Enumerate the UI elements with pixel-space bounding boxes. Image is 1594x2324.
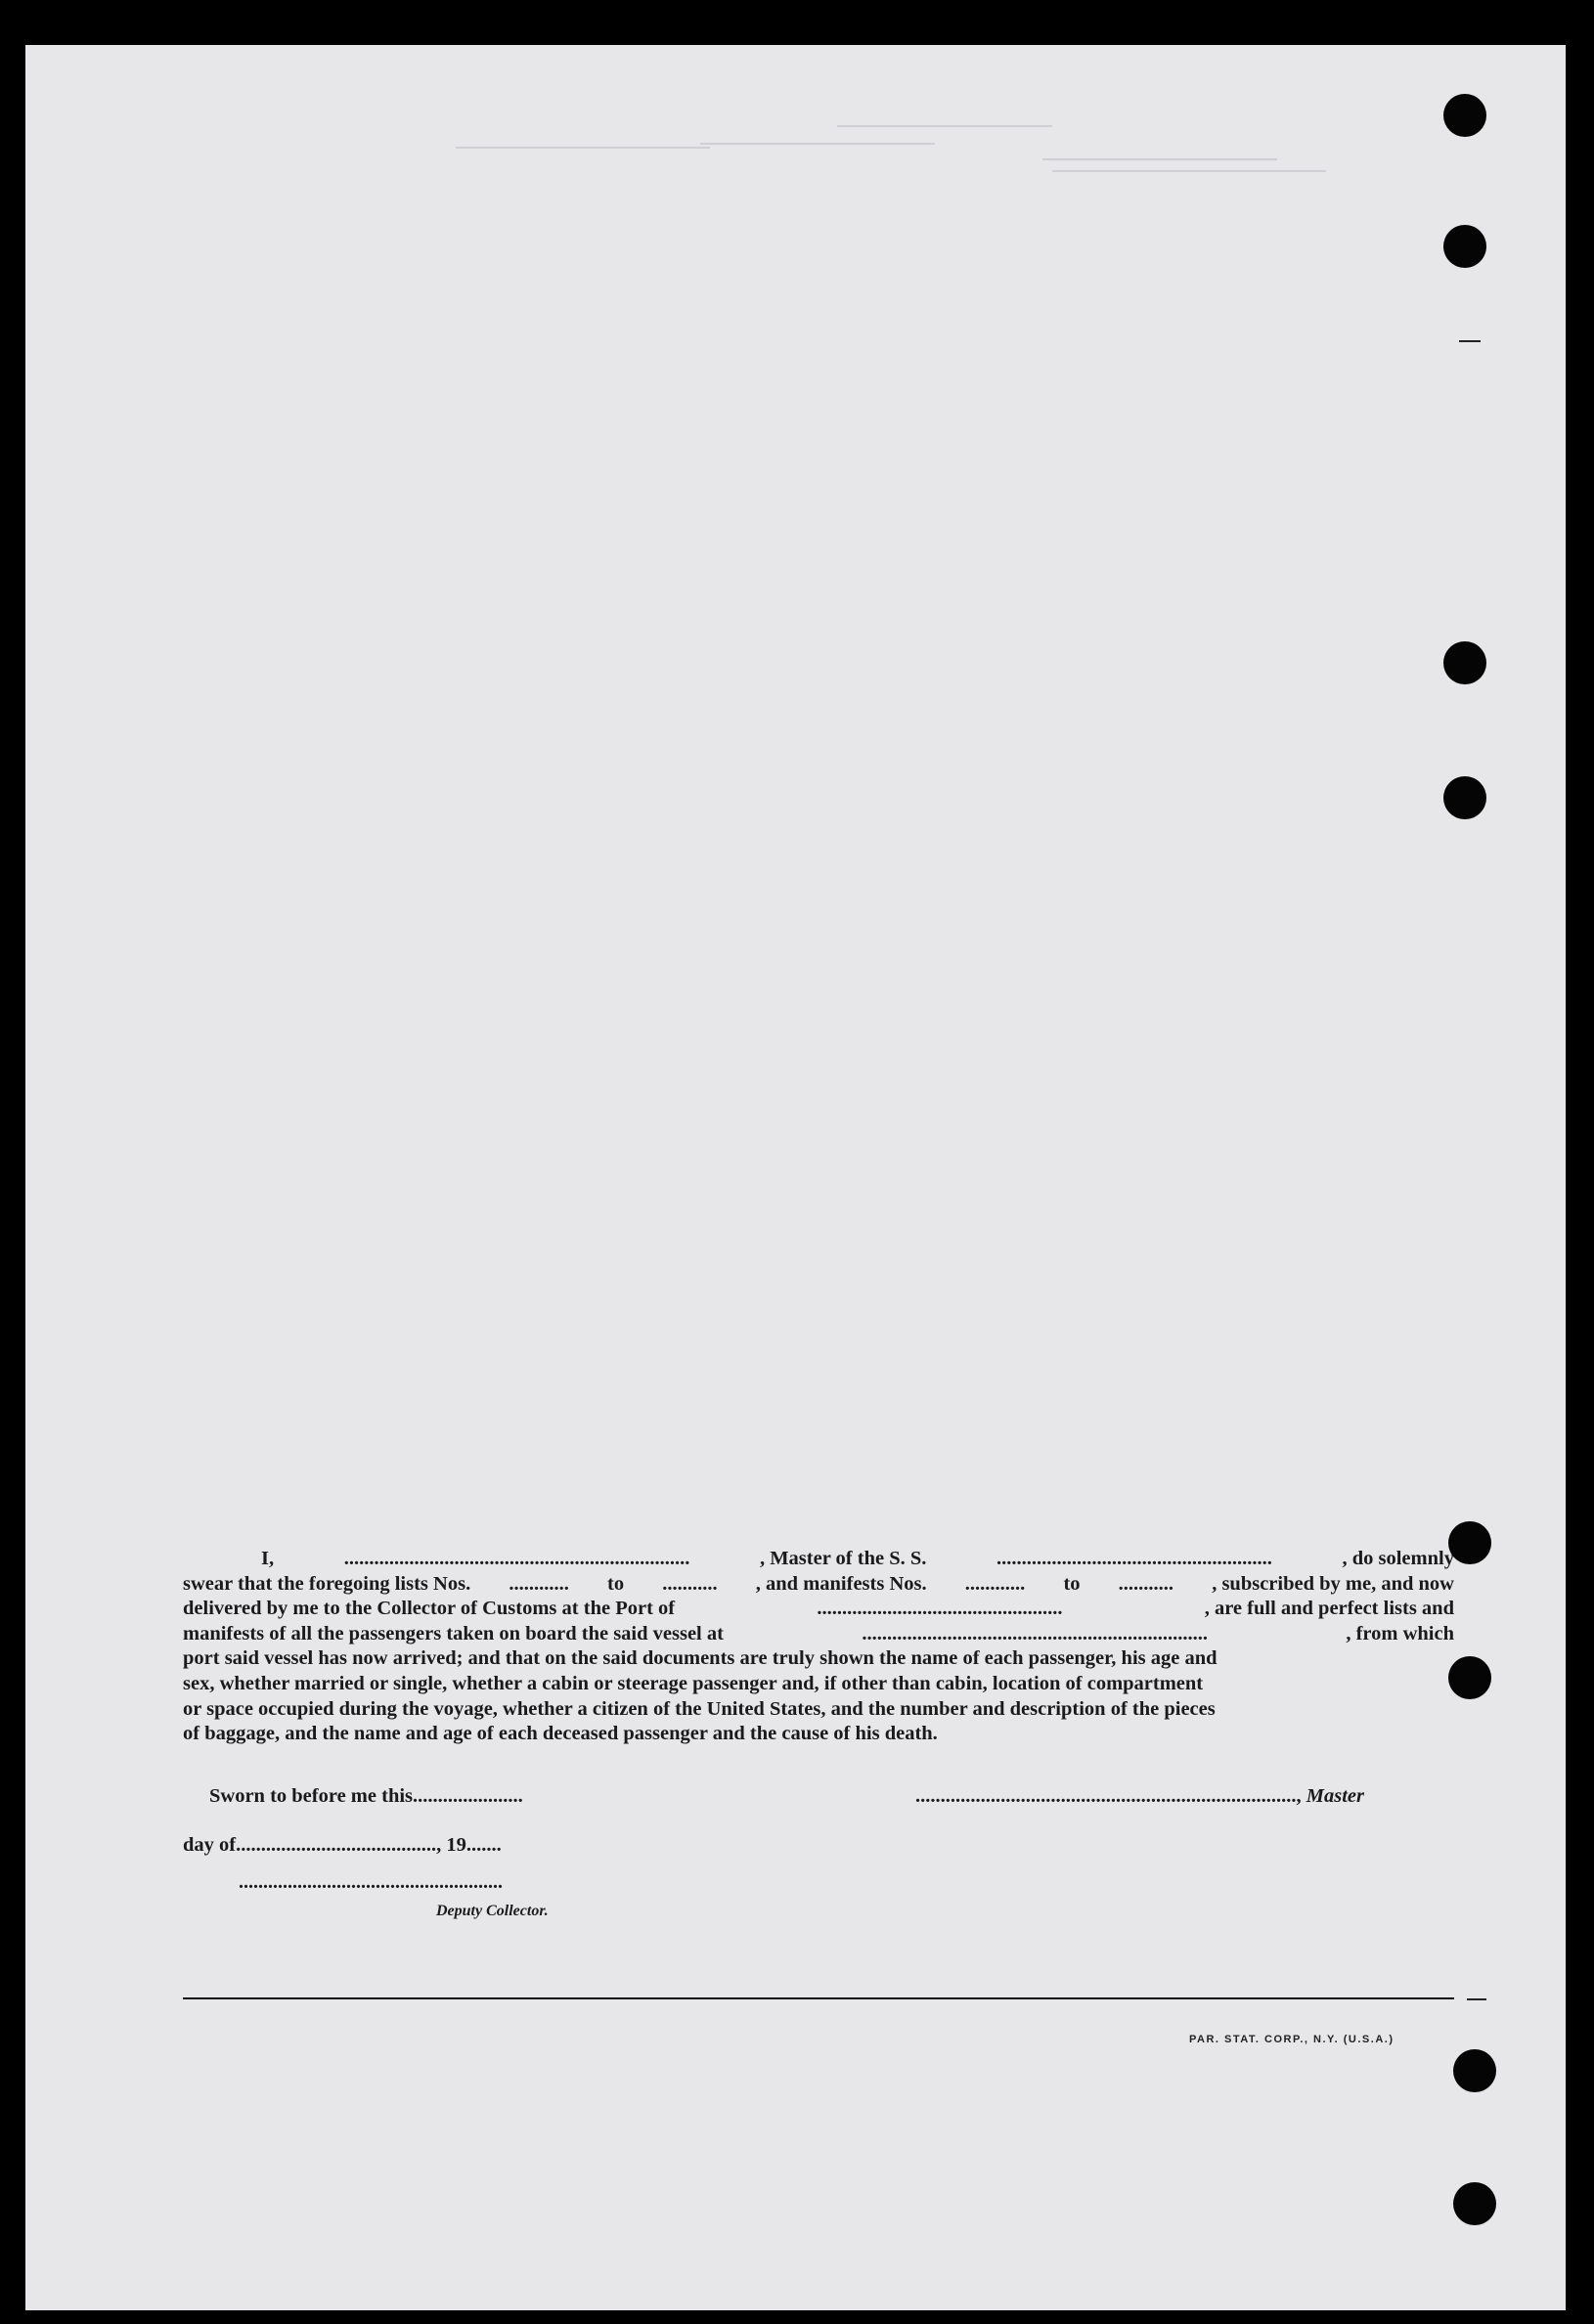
- sworn-line: [209, 1785, 523, 1808]
- horizontal-rule: [183, 1997, 1454, 1999]
- oath-line: [183, 1572, 1454, 1598]
- oath-text: , are full and perfect lists and: [1204, 1598, 1454, 1620]
- oath-line: [183, 1672, 1454, 1697]
- punch-hole: [1448, 1656, 1491, 1699]
- oath-text: or space occupied during the voyage, whether a citizen of the United States, and the number and description of the pieces: [183, 1697, 1216, 1720]
- dotted-blank: .....................................................................: [343, 1548, 690, 1569]
- oath-text: , do solemnly: [1342, 1548, 1454, 1569]
- oath-text: , and manifests Nos.: [755, 1572, 927, 1595]
- punch-hole: [1443, 776, 1486, 819]
- punch-hole: [1448, 1521, 1491, 1564]
- faint-mark: [456, 147, 710, 149]
- punch-hole: [1453, 2049, 1496, 2092]
- dotted-blank: ...........: [1118, 1572, 1174, 1595]
- punch-hole: [1443, 641, 1486, 684]
- dotted-blank: ........................................: [236, 1834, 437, 1856]
- oath-text: to: [607, 1572, 625, 1595]
- day-label: day of: [183, 1834, 237, 1856]
- faint-mark: [837, 125, 1052, 127]
- punch-hole: [1453, 2182, 1496, 2225]
- dotted-blank: ............................................................................: [915, 1785, 1297, 1807]
- dotted-blank: ......................: [413, 1785, 523, 1807]
- oath-paragraph: [183, 1547, 1454, 1747]
- faint-mark: [700, 143, 935, 145]
- dotted-blank: ...........: [662, 1572, 718, 1595]
- oath-text: to: [1063, 1572, 1081, 1595]
- dotted-blank: ............: [964, 1572, 1026, 1595]
- deputy-collector-label: Deputy Collector.: [436, 1903, 549, 1919]
- dotted-blank: .....................................................................: [862, 1622, 1208, 1644]
- oath-line: [183, 1697, 1454, 1723]
- printer-mark: PAR. STAT. CORP., N.Y. (U.S.A.): [1189, 2034, 1395, 2045]
- dotted-blank: .......................................................: [996, 1548, 1272, 1569]
- oath-line: [183, 1722, 1454, 1747]
- oath-line: [183, 1646, 1454, 1672]
- oath-text: , Master of the S. S.: [759, 1548, 927, 1569]
- oath-text: , subscribed by me, and now: [1212, 1572, 1454, 1595]
- oath-text: swear that the foregoing lists Nos.: [183, 1572, 471, 1595]
- punch-hole: [1443, 225, 1486, 268]
- dotted-blank: .......: [465, 1834, 502, 1856]
- deputy-signature-blank: ......................................................: [239, 1871, 503, 1893]
- faint-mark: [1052, 170, 1326, 172]
- year-label: , 19: [436, 1834, 466, 1856]
- document-page: [25, 45, 1566, 2310]
- master-label: Master: [1306, 1785, 1364, 1807]
- oath-text: of baggage, and the name and age of each deceased passenger and the cause of his death.: [183, 1723, 938, 1745]
- oath-line: [183, 1622, 1454, 1647]
- day-line: [183, 1834, 502, 1857]
- faint-mark: [1042, 158, 1277, 160]
- dotted-blank: .................................................: [817, 1598, 1063, 1620]
- sworn-label: Sworn to before me this: [209, 1785, 414, 1807]
- oath-text: manifests of all the passengers taken on board the said vessel at: [183, 1622, 724, 1644]
- oath-line: [183, 1597, 1454, 1622]
- punch-hole: [1443, 94, 1486, 137]
- master-signature-line: ............................................................................, Master: [915, 1785, 1364, 1807]
- oath-text: sex, whether married or single, whether a cabin or steerage passenger and, if other than cabin, location of compartment: [183, 1672, 1204, 1694]
- oath-text: I,: [261, 1548, 275, 1569]
- margin-tick: [1459, 340, 1481, 342]
- dotted-blank: ............: [509, 1572, 569, 1595]
- oath-line: [183, 1547, 1454, 1572]
- margin-tick: [1467, 1998, 1486, 2000]
- oath-text: port said vessel has now arrived; and that on the said documents are truly shown the name of each passenger, his age and: [183, 1647, 1218, 1670]
- oath-text: , from which: [1346, 1622, 1454, 1644]
- oath-text: delivered by me to the Collector of Customs at the Port of: [183, 1598, 676, 1620]
